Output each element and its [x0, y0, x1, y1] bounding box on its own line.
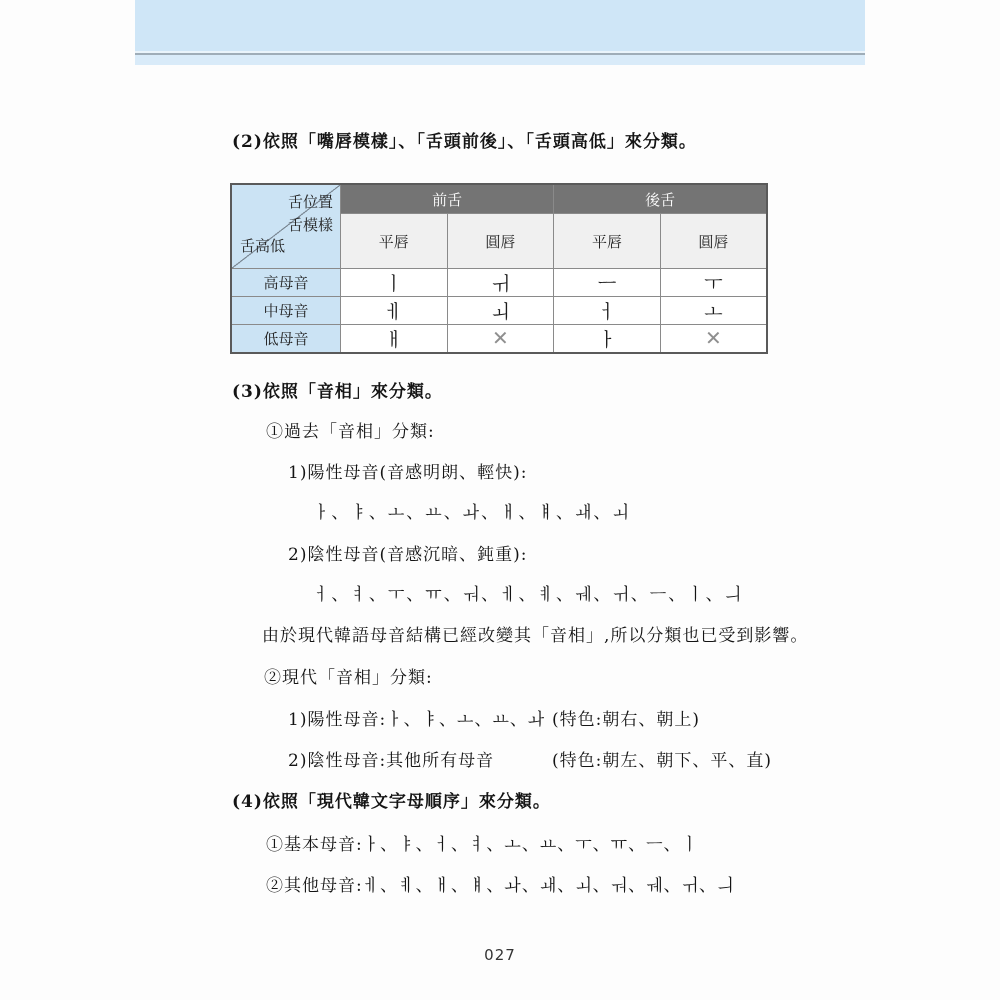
section-3-heading: (3)依照「音相」來分類。 — [232, 382, 443, 402]
table-row-low-vowel — [231, 325, 767, 354]
row-header-mid-vowel: 中母音 — [231, 297, 341, 325]
modern-yin-vowel-line: 2)陰性母音:其他所有母音 — [288, 751, 495, 771]
modern-phonosymbolism-heading: ②現代「音相」分類: — [264, 668, 433, 688]
basic-vowel-list-line: ①基本母音:ㅏ、ㅑ、ㅓ、ㅕ、ㅗ、ㅛ、ㅜ、ㅠ、ㅡ、ㅣ — [266, 835, 699, 855]
table-row-high-vowel — [231, 269, 767, 297]
section-4-heading: (4)依照「現代韓文字母順序」來分類。 — [232, 792, 551, 812]
vowel-cell: ㅟ — [447, 269, 554, 297]
past-yin-vowel-heading: 2)陰性母音(音感沉暗、鈍重): — [288, 545, 528, 565]
table-corner-cell — [231, 184, 341, 269]
vowel-cell: ㅣ — [341, 269, 448, 297]
column-group-back-tongue: 後舌 — [554, 184, 767, 214]
modern-yang-vowel-line: 1)陽性母音:ㅏ、ㅑ、ㅗ、ㅛ、ㅘ — [288, 710, 546, 730]
subheader-round-lip-back: 圓唇 — [660, 214, 767, 269]
subheader-flat-lip-back: 平唇 — [554, 214, 661, 269]
modern-yang-vowel-feature-note: (特色:朝右、朝上) — [552, 710, 700, 730]
vowel-cell: ㅗ — [660, 297, 767, 325]
corner-label-lip-shape: 舌模樣 — [287, 217, 333, 234]
other-vowel-list-line: ②其他母音:ㅔ、ㅖ、ㅐ、ㅒ、ㅘ、ㅙ、ㅚ、ㅝ、ㅞ、ㅟ、ㅢ — [266, 876, 735, 896]
page-number: 027 — [484, 946, 516, 964]
section-2-heading: (2)依照「嘴唇模樣」、「舌頭前後」、「舌頭高低」來分類。 — [232, 132, 697, 152]
subheader-round-lip-front: 圓唇 — [447, 214, 554, 269]
table-row-mid-vowel — [231, 297, 767, 325]
row-header-low-vowel: 低母音 — [231, 325, 341, 354]
corner-label-tongue-height: 舌高低 — [240, 238, 286, 255]
header-band-lower-strip — [135, 55, 865, 65]
vowel-classification-table — [230, 183, 768, 354]
column-group-front-tongue: 前舌 — [341, 184, 554, 214]
vowel-cell: ㅐ — [341, 325, 448, 354]
past-phonosymbolism-heading: ①過去「音相」分類: — [266, 422, 435, 442]
past-yang-vowel-heading: 1)陽性母音(音感明朗、輕快): — [288, 463, 528, 483]
vowel-cell: ㅓ — [554, 297, 661, 325]
vowel-cell: ㅔ — [341, 297, 448, 325]
past-yin-vowel-list: ㅓ、ㅕ、ㅜ、ㅠ、ㅝ、ㅔ、ㅖ、ㅞ、ㅟ、ㅡ、ㅣ、ㅢ — [313, 585, 744, 605]
vowel-cell: ㅜ — [660, 269, 767, 297]
page-header-band — [135, 0, 865, 65]
no-vowel-cross-icon: ✕ — [660, 325, 767, 354]
no-vowel-cross-icon: ✕ — [447, 325, 554, 354]
past-yang-vowel-list: ㅏ、ㅑ、ㅗ、ㅛ、ㅘ、ㅐ、ㅒ、ㅙ、ㅚ — [313, 503, 631, 523]
subheader-flat-lip-front: 平唇 — [341, 214, 448, 269]
vowel-cell: ㅏ — [554, 325, 661, 354]
corner-label-tongue-position: 舌位置 — [287, 194, 333, 211]
modern-yin-vowel-feature-note: (特色:朝左、朝下、平、直) — [552, 751, 772, 771]
vowel-cell: ㅚ — [447, 297, 554, 325]
modern-structure-note: 由於現代韓語母音結構已經改變其「音相」,所以分類也已受到影響。 — [262, 626, 809, 646]
vowel-cell: ㅡ — [554, 269, 661, 297]
row-header-high-vowel: 高母音 — [231, 269, 341, 297]
